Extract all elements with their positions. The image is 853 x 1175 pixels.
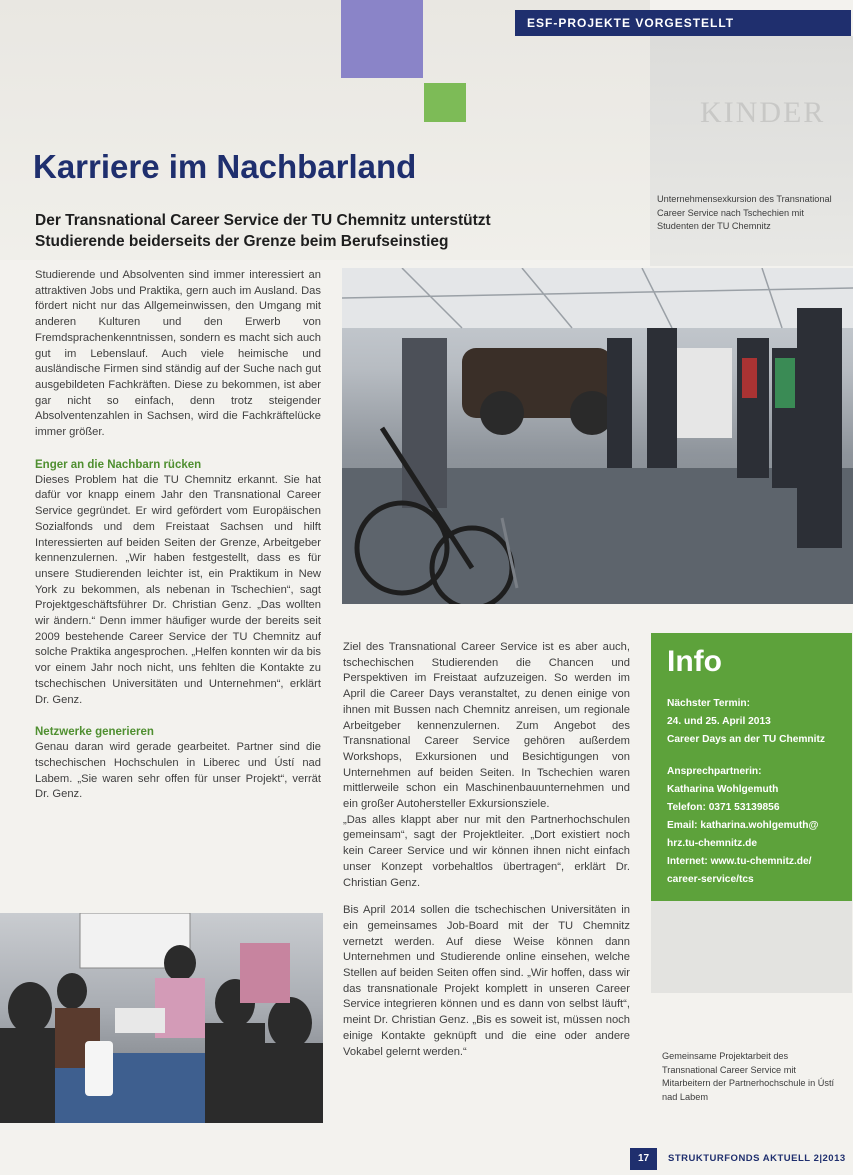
- info-website-line1[interactable]: Internet: www.tu-chemnitz.de/: [667, 856, 812, 867]
- article-title: Karriere im Nachbarland: [33, 148, 417, 185]
- meeting-photo: [0, 913, 323, 1123]
- info-box-shadow-area: [651, 901, 852, 993]
- info-next-date-label: Nächster Termin:: [667, 698, 751, 709]
- middle-column: [343, 640, 630, 1060]
- intro-paragraph: Studierende und Absolventen sind immer interessiert an attraktiven Jobs und Praktika, gern auch im Ausland. Das fördert nicht nur das Allgemeinwissen, den Umgang mit anderen Kulturen und den Erwerb von Fremdsprachenkenntnissen, sondern es macht sich auch gut im Lebenslauf. Auch viele heimische und ausländische Firmen sind ständig auf der Suche nach gut ausgebildeten Fachkräften. Diese zu bekommen, ist aber gar nicht so einfach, denn trotz steigender Absolventenzahlen in Sachsen, wird die Fachkräftelücke immer größer.: [35, 269, 321, 439]
- info-email-line1[interactable]: Email: katharina.wohlgemuth@: [667, 820, 819, 831]
- background-sign-text: KINDER: [700, 96, 826, 129]
- subheading-neighbors: Enger an die Nachbarn rücken: [35, 458, 202, 471]
- paragraph-partnerschools: „Das alles klappt aber nur mit den Partnerhochschulen gemeinsam“, sagt der Projektleiter. „Dort existiert noch kein Career Service und wir können ihnen nicht einfach unser Konzept vorbehaltlos übertragen“, erklärt Dr. Christian Genz.: [343, 813, 630, 889]
- info-title: Info: [667, 645, 722, 678]
- photo-caption-top: Unternehmensexkursion des Transnational Career Service nach Tschechien mit Studenten der TU Chemnitz: [657, 194, 832, 231]
- section-label: ESF-PROJEKTE VORGESTELLT: [515, 10, 851, 36]
- page-number: 17: [630, 1148, 657, 1170]
- paragraph-jobboard: Bis April 2014 sollen die tschechischen Universitäten in ein gemeinsames Job-Board mit der TU Chemnitz vernetzt werden. Auf diese Weise können dann Unternehmen und Studierende online einsehen, welche Stellen auf beiden Seiten offen sind. „Wir hoffen, dass wir das transnationale Projekt komplett in unseren Career Service integrieren können und es dann von selbst läuft“, meint Dr. Christian Genz. „Bis es soweit ist, müssen noch einige Kontakte geknüpft und die eine oder andere Vokabel gelernt werden.“: [343, 904, 630, 1058]
- purple-square-decoration: [341, 0, 423, 78]
- info-contact-name: Katharina Wohlgemuth: [667, 784, 779, 795]
- article-subtitle: Der Transnational Career Service der TU Chemnitz unterstützt Studierende beiderseits der Grenze beim Berufseinstieg: [35, 212, 491, 250]
- info-next-date: 24. und 25. April 2013: [667, 716, 771, 727]
- publication-name: STRUKTURFONDS AKTUELL 2|2013: [668, 1153, 846, 1164]
- photo-caption-bottom: Gemeinsame Projektarbeit des Transnational Career Service mit Mitarbeitern der Partnerhochschule in Ústí nad Labem: [662, 1051, 835, 1102]
- info-website-line2[interactable]: career-service/tcs: [667, 874, 754, 885]
- subheading-networks: Netzwerke generieren: [35, 726, 154, 739]
- paragraph-problem: Dieses Problem hat die TU Chemnitz erkannt. Sie hat dafür vor knapp einem Jahr den Transnational Career Service gegründet. Er wird gefördert vom Europäischen Sozialfonds und dem Freistaat Sachsen und hilft Interessierten auf beiden Seiten der Grenze, Arbeitgeber kennenzulernen. „Wir haben festgestellt, dass es für unsere Studierenden leichter ist, ein Praktikum in New York zu bekommen, als nebenan in Tschechien“, sagt Projektgeschäftsführer Dr. Christian Genz. „Das wollten wir ändern.“ Denn immer häufiger wurde der bereits seit 2009 bestehende Career Service der TU Chemnitz auf solche Praktika angesprochen. „Helfen konnten wir da bis vor einem Jahr noch nicht, uns fehlten die Kontakte zu tschechischen Universitäten und Unternehmen“, erklärt Dr. Genz.: [35, 473, 321, 706]
- info-email-line2[interactable]: hrz.tu-chemnitz.de: [667, 838, 757, 849]
- info-phone: Telefon: 0371 53139856: [667, 802, 780, 813]
- paragraph-goal: Ziel des Transnational Career Service ist es aber auch, tschechischen Studierenden die Chancen und Perspektiven im Freistaat aufzuzeigen. So werden im April die Career Days veranstaltet, zu denen einige von ihnen mit Bussen nach Chemnitz anreisen, um regionale Arbeitgeber kennenzulernen. Zum Angebot des Transnational Career Service gehören außerdem Workshops, Exkursionen und Besichtigungen von Unternehmen auf beiden Seiten. In Tschechien waren mittlerweile schon ein Maschinenbauunternehmen und ein großer Autohersteller Exkursionsziele.: [343, 641, 630, 811]
- paragraph-partners: Genau daran wird gerade gearbeitet. Partner sind die tschechischen Hochschulen in Liberec und Ústí nad Labem. „Sie waren sehr offen für unser Projekt“, verrät Dr. Genz.: [35, 741, 321, 801]
- excursion-photo: [342, 268, 853, 604]
- info-box: [651, 633, 852, 901]
- left-column: [35, 268, 321, 803]
- info-contact-label: Ansprechpartnerin:: [667, 766, 762, 777]
- green-square-decoration: [424, 83, 466, 122]
- info-event-name: Career Days an der TU Chemnitz: [667, 734, 825, 745]
